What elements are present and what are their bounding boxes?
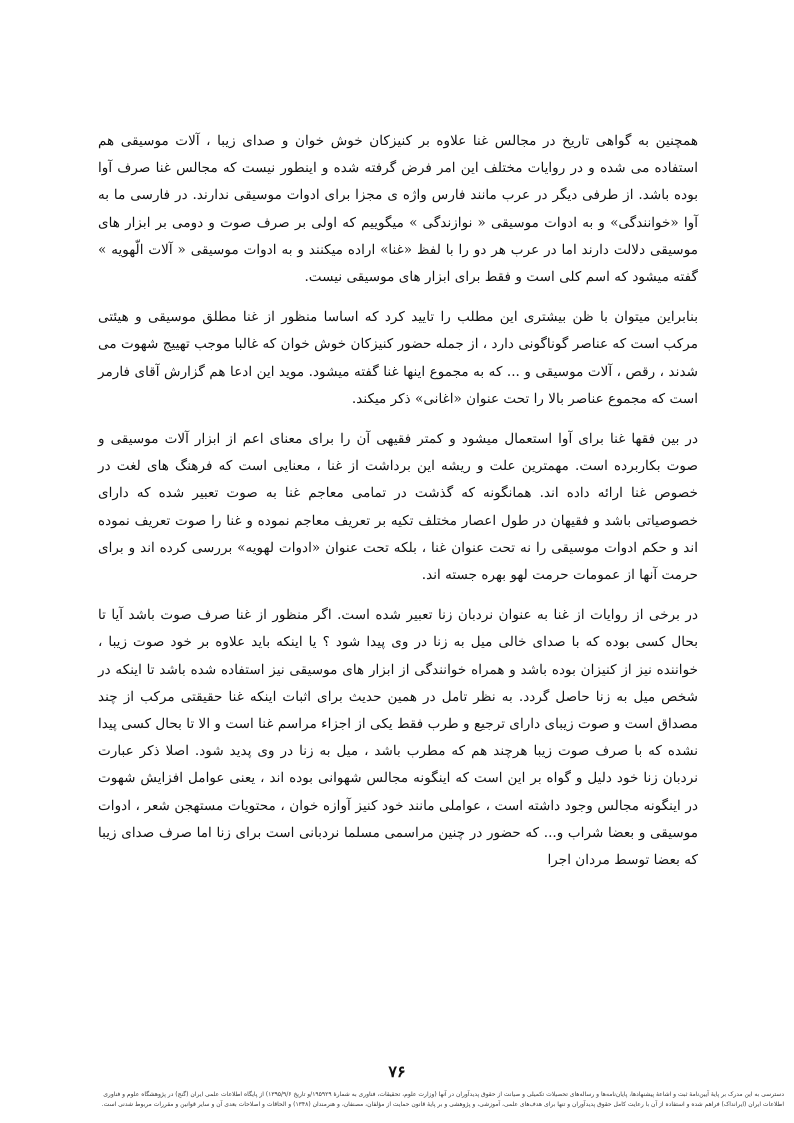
footer-line: دسترسی به این مدرک بر پایهٔ آیین‌نامهٔ ثبت و اشاعهٔ پیشنهادها، پایان‌نامه‌ها و رساله‌های تحصیلات تکمیلی و صیانت از حقوق پدیدآوران در آنها (وزارت علوم، تحقیقات، فناوری به شمارهٔ ۱۹۵۹۲۹/و تاریخ ۱۳۹۵/۹/۶) از پایگاه اطلاعات علمی ایران (گنج) در پژوهشگاه علوم و فناوری [103, 1091, 784, 1098]
paragraph: در بین فقها غنا برای آوا استعمال میشود و کمتر فقیهی آن را برای معنای اعم از ابزار آلات موسیقی و صوت بکاربرده است. مهمترین علت و ریشه این برداشت از غنا ، معنایی است که فرهنگ های لغت در خصوص غنا ارائه داده اند. همانگونه که گذشت در تمامی معاجم غنا به صوت تعبیر شده که دارای خصوصیاتی باشد و فقیهان در طول اعصار مختلف تکیه بر تعریف معاجم نموده و غنا را صوت تعریف نموده اند و حکم ادوات موسیقی را نه تحت عنوان غنا ، بلکه تحت عنوان «ادوات لهویه» بررسی کرده اند و برای حرمت آنها از عمومات حرمت لهو بهره جسته اند. [98, 431, 698, 584]
paragraph: همچنین به گواهی تاریخ در مجالس غنا علاوه بر کنیزکان خوش خوان و صدای زیبا ، آلات موسیقی هم استفاده می شده و در روایات مختلف این امر فرض گرفته شده و اینطور نیست که مجالس غنا صرف آوا بوده باشد. از طرفی دیگر در عرب مانند فارس واژه ی مجزا برای ادوات موسیقی ندارند. در فارسی ما به آوا «خوانندگی» و به ادوات موسیقی « نوازندگی » میگوییم که اولی بر صرف صوت و دومی بر ابزار های موسیقی دلالت دارند اما در عرب هر دو را با لفظ «غنا» اراده میکنند و به ادوات موسیقی « آلات الّهویه » گفته میشود که اسم کلی است و فقط برای ابزار های موسیقی نیست. [98, 133, 698, 286]
paragraph: بنابراین میتوان با ظن بیشتری این مطلب را تایید کرد که اساسا منظور از غنا مطلق موسیقی و هیئتی مرکب است که عناصر گوناگونی دارد ، از جمله حضور کنیزکان خوش خوان که غالبا موجب تهییج شهوت می شدند ، رقص ، آلات موسیقی و ... که به مجموع اینها غنا گفته میشود. موید این ادعا هم گزارش آقای فارمر است که مجموع عناصر بالا را تحت عنوان «اغانی» ذکر میکند. [98, 309, 698, 407]
paragraph: در برخی از روایات از غنا به عنوان نردبان زنا تعبیر شده است. اگر منظور از غنا صرف صوت باشد آیا تا بحال کسی بوده که با صدای خالی میل به زنا در وی پیدا شود ؟ یا اینکه باید علاوه بر خود صوت زیبا ، خواننده نیز از کنیزان بوده باشد و همراه خوانندگی از ابزار های موسیقی نیز استفاده شده باشد تا اینکه در شخص میل به زنا حاصل گردد. به نظر تامل در همین حدیث برای اثبات اینکه غنا حقیقتی مرکب از چند مصداق است و صوت زیبای دارای ترجیع و طرب فقط یکی از اجزاء مراسم غنا است و الا تا بحال کسی پیدا نشده که با صرف صوت زیبا هرچند هم که مطرب باشد ، میل به زنا در وی پدید شود. اصلا ذکر عبارت نردبان زنا خود دلیل و گواه بر این است که اینگونه مجالس شهوانی بوده اند ، یعنی عوامل افزایش شهوت در اینگونه مجالس وجود داشته است ، عواملی مانند خود کنیز آوازه خوان ، محتویات مستهجن شعر ، ادوات موسیقی و بعضا شراب و... که حضور در چنین مراسمی مسلما نردبانی است برای زنا اما صرف صدای زیبا که بعضا توسط مردان اجرا [98, 607, 698, 869]
copyright-footer [10, 1090, 784, 1110]
body-text [98, 128, 698, 887]
footer-line: اطلاعات ایران (ایرانداک) فراهم شده و استفاده از آن با رعایت کامل حقوق پدیدآوران و تنها برای هدف‌های علمی، آموزشی، و پژوهشی و بر پایهٔ قانون حمایت از مؤلفان، مصنفان، و هنرمندان (۱۳۴۸) و الحاقات و اصلاحات بعدی آن و سایر قوانین و مقررات مربوط شدنی است. [101, 1101, 784, 1108]
page-number: ۷۶ [388, 1062, 406, 1081]
